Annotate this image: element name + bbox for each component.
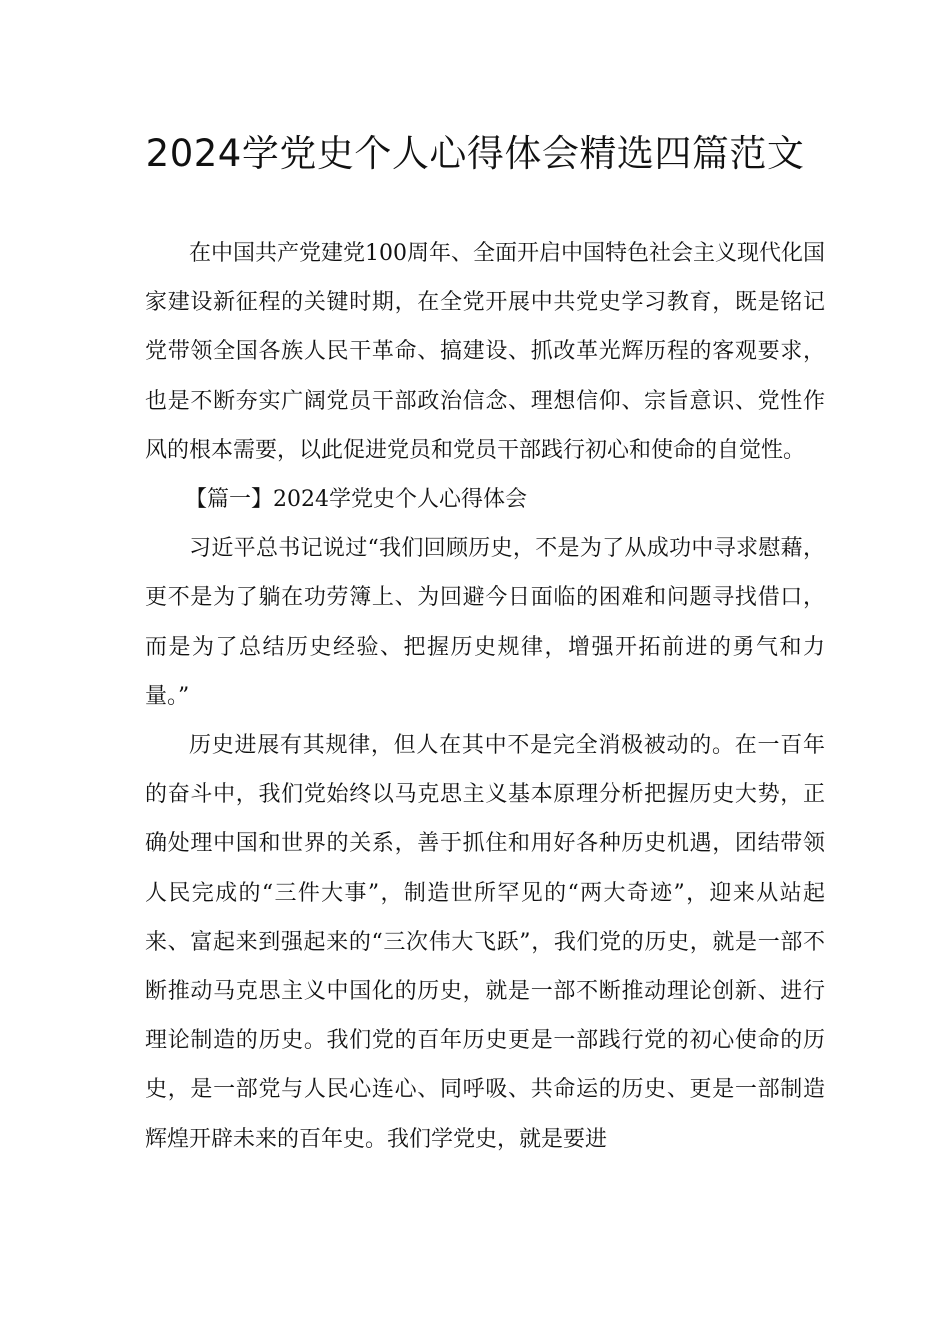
section-heading: 【篇一】2024学党史个人心得体会: [185, 487, 527, 513]
body-paragraph: 习近平总书记说过“我们回顾历史，不是为了从成功中寻求慰藉，更不是为了躺在功劳簿上、为回避今日面临的困难和问题寻找借口，而是为了总结历史经验、把握历史规律，增强开拓前进的勇气和力量。”: [145, 536, 825, 709]
body-paragraph: 历史进展有其规律，但人在其中不是完全消极被动的。在一百年的奋斗中，我们党始终以马克思主义基本原理分析把握历史大势，正确处理中国和世界的关系，善于抓住和用好各种历史机遇，团结带领人民完成的“三件大事”，制造世所罕见的“两大奇迹”，迎来从站起来、富起来到强起来的“三次伟大飞跃”，我们党的历史，就是一部不断推动马克思主义中国化的历史，就是一部不断推动理论创新、进行理论制造的历史。我们党的百年历史更是一部践行党的初心使命的历史，是一部党与人民心连心、同呼吸、共命运的历史、更是一部制造辉煌开辟未来的百年史。我们学党史，就是要进: [145, 733, 825, 1152]
document-title: 2024学党史个人心得体会精选四篇范文: [145, 132, 805, 175]
intro-paragraph: 在中国共产党建党100周年、全面开启中国特色社会主义现代化国家建设新征程的关键时期，在全党开展中共党史学习教育，既是铭记党带领全国各族人民干革命、搞建设、抓改革光辉历程的客观要求，也是不断夯实广阔党员干部政治信念、理想信仰、宗旨意识、党性作风的根本需要，以此促进党员和党员干部践行初心和使命的自觉性。: [145, 241, 825, 463]
document-body: [145, 229, 825, 1164]
